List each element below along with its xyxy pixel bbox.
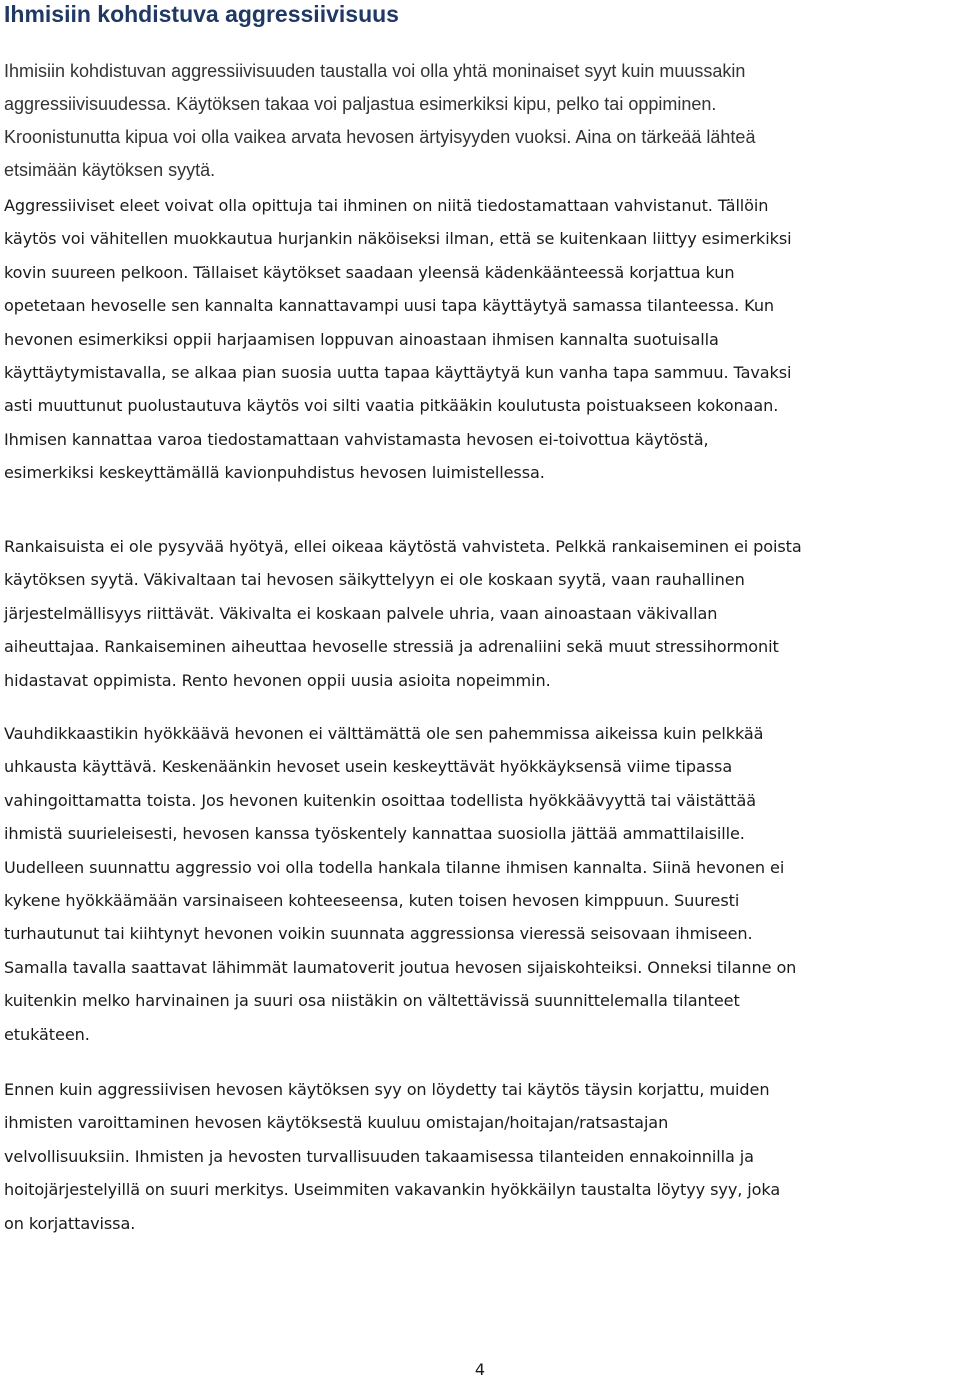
text-line: on korjattavissa. [4,1213,136,1233]
text-line: Kroonistunutta kipua voi olla vaikea arvata hevosen ärtyisyyden vuoksi. Aina on tärkeää lähteä [4,127,756,147]
text-line: ihmisten varoittaminen hevosen käytöksestä kuuluu omistajan/hoitajan/ratsastajan [4,1113,669,1133]
text-line: käyttäytymistavalla, se alkaa pian suosia uutta tapaa käyttäytyä kun vanha tapa sammuu. Tavaksi [4,363,792,383]
text-line: velvollisuuksiin. Ihmisten ja hevosten turvallisuuden takaamisessa tilanteiden ennakoinnilla ja [4,1146,754,1166]
text-line: aggressiivisuudessa. Käytöksen takaa voi paljastua esimerkiksi kipu, pelko tai oppiminen. [4,94,717,114]
text-line: järjestelmällisyys riittävät. Väkivalta ei koskaan palvele uhria, vaan ainoastaan väkivallan [4,603,718,623]
text-line: hidastavat oppimista. Rento hevonen oppii uusia asioita nopeimmin. [4,670,551,690]
text-line: Ennen kuin aggressiivisen hevosen käytöksen syy on löydetty tai käytös täysin korjattu, muiden [4,1080,770,1099]
text-line: käytös voi vähitellen muokkautua hurjankin näköiseksi ilman, että se kuitenkaan liittyy esimerkiksi [4,229,792,249]
text-line: uhkausta käyttävä. Keskenäänkin hevoset usein keskeyttävät hyökkäyksensä viime tipassa [4,757,733,777]
section-heading: Ihmisiin kohdistuva aggressiivisuus [4,1,399,27]
paragraph-warning-others [4,1073,780,1240]
text-line: ihmistä suurieleisesti, hevosen kanssa työskentely kannattaa suosiolla jättää ammattilaisille. [4,824,745,844]
text-line: Rankaisuista ei ole pysyvää hyötyä, ellei oikeaa käytöstä vahvisteta. Pelkkä rankaiseminen ei poista [4,537,802,556]
text-line: asti muuttunut puolustautuva käytös voi silti vaatia pitkääkin koulutusta poistuakseen kokonaan. [4,396,779,416]
text-line: Uudelleen suunnattu aggressio voi olla todella hankala tilanne ihmisen kannalta. Siinä hevonen ei [4,857,785,877]
text-line: hoitojärjestelyillä on suuri merkitys. Useimmiten vakavankin hyökkäilyn taustalta löytyy syy, joka [4,1180,781,1200]
text-line: etukäteen. [4,1024,90,1044]
page-number: 4 [474,1360,486,1379]
text-line: aiheuttajaa. Rankaiseminen aiheuttaa hevoselle stressiä ja adrenaliini sekä muut stressihormonit [4,637,779,657]
paragraph-punishment [4,530,802,697]
text-line: hevonen esimerkiksi oppii harjaamisen loppuvan ainoastaan ihmisen kannalta suotuisalla [4,329,719,349]
paragraph-intro [4,55,755,187]
text-line: Aggressiiviset eleet voivat olla opittuja tai ihminen on niitä tiedostamattaan vahvistanut. Tällöin [4,196,769,215]
text-line: vahingoittamatta toista. Jos hevonen kuitenkin osoittaa todellista hyökkäävyyttä tai väistättää [4,790,757,810]
text-line: Samalla tavalla saattavat lähimmät laumatoverit joutua hevosen sijaiskohteiksi. Onneksi tilanne on [4,957,797,977]
text-line: esimerkiksi keskeyttämällä kavionpuhdistus hevosen luimistellessa. [4,463,545,483]
text-line: turhautunut tai kiihtynyt hevonen voikin suunnata aggressionsa vieressä seisovaan ihmiseen. [4,924,753,944]
text-line: kykene hyökkäämään varsinaiseen kohteeseensa, kuten toisen hevosen kimppuun. Suuresti [4,891,740,911]
text-line: kovin suureen pelkoon. Tällaiset käytökset saadaan yleensä kädenkäänteessä korjattua kun [4,262,735,282]
text-line: etsimään käytöksen syytä. [4,160,216,180]
text-line: kuitenkin melko harvinainen ja suuri osa niistäkin on vältettävissä suunnittelemalla tilanteet [4,991,740,1011]
text-line: käytöksen syytä. Väkivaltaan tai hevosen säikyttelyyn ei ole koskaan syytä, vaan rauhallinen [4,570,745,590]
text-line: Ihmisen kannattaa varoa tiedostamattaan vahvistamasta hevosen ei-toivottua käytöstä, [4,429,709,449]
text-line: Ihmisiin kohdistuvan aggressiivisuuden taustalla voi olla yhtä moninaiset syyt kuin muussakin [4,61,746,81]
text-line: opetetaan hevoselle sen kannalta kannattavampi uusi tapa käyttäytyä samassa tilanteessa. Kun [4,296,775,316]
text-line: Vauhdikkaastikin hyökkäävä hevonen ei välttämättä ole sen pahemmissa aikeissa kuin pelkkää [4,724,764,743]
paragraph-redirected-aggression [4,717,796,1051]
paragraph-learned-aggression [4,189,791,490]
